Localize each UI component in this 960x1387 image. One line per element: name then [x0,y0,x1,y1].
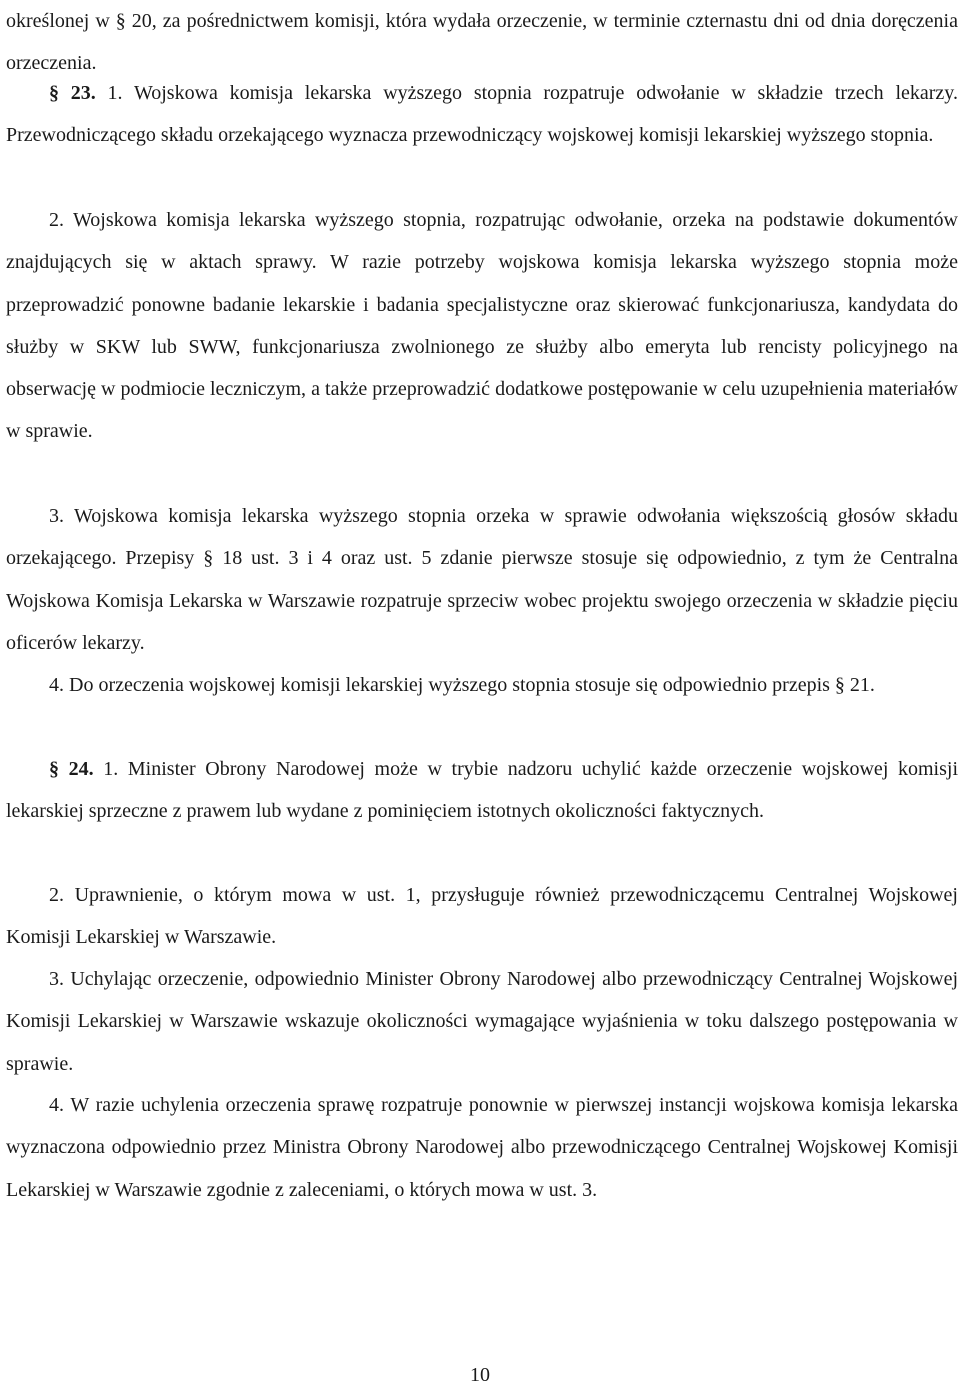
paragraph-text: 1. Minister Obrony Narodowej może w trybie nadzoru uchylić każde orzeczenie wojskowej komisji lekarskiej sprzeczne z prawem lub wydane z pominięciem istotnych okoliczności faktycznych. [6,758,959,823]
paragraph-text: 1. Wojskowa komisja lekarska wyższego stopnia rozpatruje odwołanie w składzie trzech lekarzy. Przewodniczącego składu orzekającego wyznacza przewodniczący wojskowej komisji lekarskiej wyższego stopnia. [6,82,958,147]
page-number: 10 [470,1364,490,1386]
paragraph [6,958,958,1085]
paragraph-section-24 [6,748,958,833]
paragraph [6,664,958,706]
paragraph-text: 2. Uprawnienie, o którym mowa w ust. 1, przysługuje również przewodniczącemu Centralnej Wojskowej Komisji Lekarskiej w Warszawie. [6,884,958,949]
paragraph-text: 3. Uchylając orzeczenie, odpowiednio Minister Obrony Narodowej albo przewodniczący Centralnej Wojskowej Komisji Lekarskiej w Warszawie wskazuje okoliczności wymagające wyjaśnienia w toku dalszego postępowania w sprawie. [6,968,958,1075]
paragraph-text: 2. Wojskowa komisja lekarska wyższego stopnia, rozpatrując odwołanie, orzeka na podstawie dokumentów znajdujących się w aktach sprawy. W razie potrzeby wojskowa komisja lekarska wyższego stopnia może przeprowadzić ponowne badanie lekarskie i badania specjalistyczne oraz skierować funkcjonariusza, kandydata do służby w SKW lub SWW, funkcjonariusza zwolnionego ze służby albo emeryta lub rencisty policyjnego na obserwację w podmiocie leczniczym, a także przeprowadzić dodatkowe postępowanie w celu uzupełnienia materiałów w sprawie. [6,209,958,443]
paragraph [6,874,958,959]
paragraph-text: 4. W razie uchylenia orzeczenia sprawę rozpatruje ponownie w pierwszej instancji wojskowa komisja lekarska wyznaczona odpowiednio przez Ministra Obrony Narodowej albo przewodniczącego Centralnej Wojskowej Komisji Lekarskiej w Warszawie zgodnie z zaleceniami, o których mowa w ust. 3. [6,1094,958,1201]
section-number: § 24. [49,758,94,780]
paragraph-text: 3. Wojskowa komisja lekarska wyższego stopnia orzeka w sprawie odwołania większością głosów składu orzekającego. Przepisy § 18 ust. 3 i 4 oraz ust. 5 zdanie pierwsze stosuje się odpowiednio, z tym że Centralna Wojskowa Komisja Lekarska w Warszawie rozpatruje sprzeciw wobec projektu swojego orzeczenia w składzie pięciu oficerów lekarzy. [6,505,958,654]
paragraph-text: 4. Do orzeczenia wojskowej komisji lekarskiej wyższego stopnia stosuje się odpowiednio przepis § 21. [49,674,875,696]
paragraph [6,1084,958,1211]
paragraph [6,199,958,453]
section-number: § 23. [49,82,96,104]
paragraph [6,495,958,664]
paragraph-text: określonej w § 20, za pośrednictwem komisji, która wydała orzeczenie, w terminie czternastu dni od dnia doręczenia orzeczenia. [6,10,958,75]
paragraph-section-23 [6,72,958,157]
